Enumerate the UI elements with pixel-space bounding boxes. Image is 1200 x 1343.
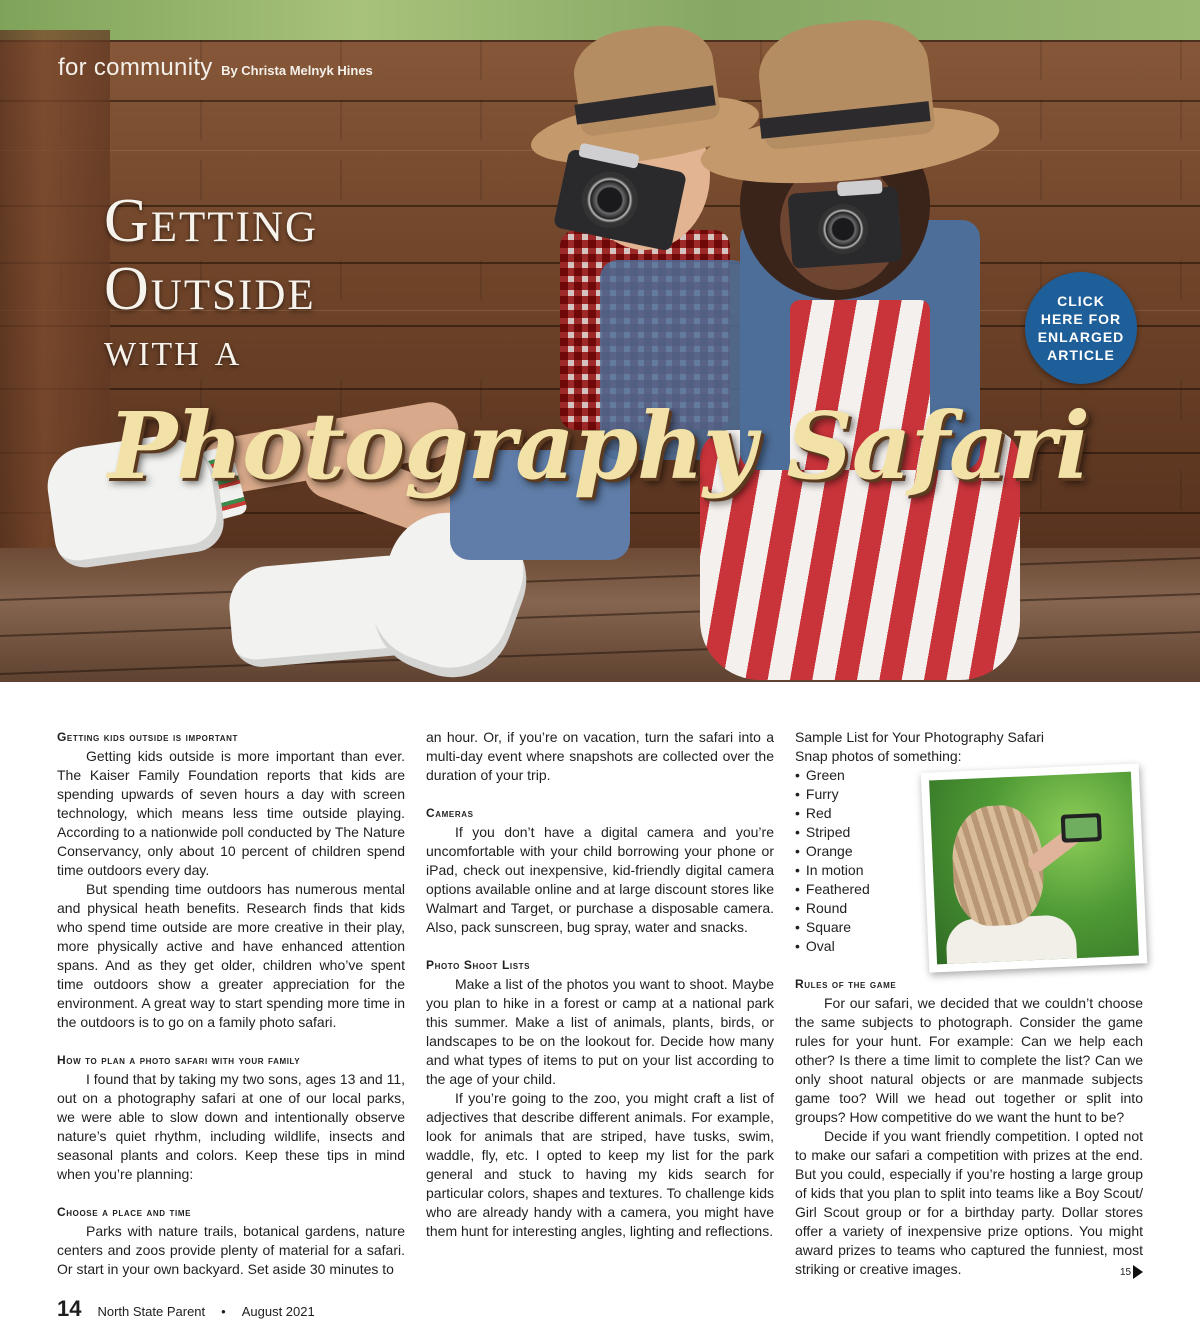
subheading: Cameras — [426, 806, 474, 820]
enlarge-article-button[interactable]: CLICK HERE FOR ENLARGED ARTICLE — [1025, 272, 1137, 384]
subheading: Rules of the game — [795, 977, 897, 991]
byline: By Christa Melnyk Hines — [221, 63, 373, 78]
paragraph: If you don’t have a digital camera and you’re uncomfortable with your child borrowing your phone or iPad, check out inexpensive, kid-friendly digital camera options available online and at large discount stores like Walmart and Target, or purchase a disposable camera. Also, pack sunscreen, bug spray, water and snacks. — [426, 824, 774, 935]
article-column-1 — [57, 728, 405, 1279]
phone-icon — [1061, 813, 1102, 843]
background-foliage — [0, 0, 1200, 40]
section-tag: for community — [58, 54, 213, 81]
list-intro: Snap photos of something: — [795, 748, 962, 764]
list-item: • Furry — [795, 785, 1143, 804]
page-number: 14 — [57, 1296, 82, 1321]
list-item: • Square — [795, 918, 1143, 937]
list-item: • Orange — [795, 842, 1143, 861]
paragraph: Getting kids outside is more important than ever. The Kaiser Family Foundation reports that kids are spending upwards of seven hours a day with screen technology, which means less time outside playing. According to a nationwide poll conducted by The Nature Conservancy, only about 10 percent of children spend time outdoors every day. — [57, 748, 405, 878]
section-header — [58, 54, 373, 82]
subheading: Choose a place and time — [57, 1205, 192, 1219]
subheading: How to plan a photo safari with your family — [57, 1053, 301, 1067]
title-line-1: Getting — [104, 187, 318, 255]
title-script: Photography Safari — [108, 392, 1090, 500]
article-column-2 — [426, 728, 774, 1241]
subheading: Photo Shoot Lists — [426, 958, 531, 972]
paragraph: Make a list of the photos you want to shoot. Maybe you plan to hike in a forest or camp at a national park this summer. Make a list of animals, plants, birds, or landscapes to be on the lookout for. Decide how many and what types of items to put on your list according to the age of your child. — [426, 976, 774, 1087]
list-item: • Feathered — [795, 880, 1143, 899]
list-item: • Oval — [795, 937, 1143, 956]
footer-separator: • — [221, 1304, 226, 1319]
subheading: Getting kids outside is important — [57, 730, 238, 744]
paragraph: If you’re going to the zoo, you might craft a list of adjectives that describe different animals. For example, look for animals that are striped, have tusks, swim, waddle, fly, etc. I opted to keep my list for the park general and stuck to having my kids search for particular colors, shapes and textures. To challenge kids who are already handy with a camera, you might have them hunt for interesting angles, lighting and reflections. — [426, 1090, 774, 1239]
paragraph: an hour. Or, if you’re on vacation, turn the safari into a multi-day event where snapshots are collected over the duration of your trip. — [426, 729, 774, 783]
list-title: Sample List for Your Photography Safari — [795, 729, 1045, 745]
paragraph: I found that by taking my two sons, ages 13 and 11, out on a photography safari at one of our local parks, we were able to slow down and intentionally observe nature’s quiet rhythm, including wildlife, insects and seasonal plants and colors. Keep these tips in mind when you’re planning: — [57, 1071, 405, 1182]
paragraph: Decide if you want friendly competition. I opted not to make our safari a competition with prizes at the end. But you could, especially if you’re hosting a large group of kids that you plan to split into teams like a Boy Scout/ Girl Scout group or for a birthday party. Dollar stores offer a variety of inexpensive prize options. You might award prizes to teams who captured the funniest, most striking or creative images. — [795, 1128, 1143, 1277]
inset-photo — [921, 763, 1148, 972]
issue-date: August 2021 — [241, 1304, 315, 1319]
list-item: • In motion — [795, 861, 1143, 880]
paragraph: But spending time outdoors has numerous mental and physical heath benefits. Research finds that kids who spend time outside are more creative in their play, more physically active and have enhanced attention spans. And as they get older, children who’ve spent time outdoors show a greater appreciation for the environment. A great way to start spending more time in the outdoors is to go on a family photo safari. — [57, 881, 405, 1030]
play-arrow-icon — [1133, 1265, 1143, 1279]
title-line-2: Outside — [104, 255, 316, 323]
camera-icon — [788, 186, 903, 268]
wooden-deck — [0, 548, 1200, 682]
list-item: • Green — [795, 766, 1143, 785]
list-item: • Striped — [795, 823, 1143, 842]
paragraph: Parks with nature trails, botanical gardens, nature centers and zoos provide plenty of material for a safari. Or start in your own backyard. Set aside 30 minutes to — [57, 1223, 405, 1277]
list-item: • Red — [795, 804, 1143, 823]
publication-name: North State Parent — [97, 1304, 206, 1319]
title-line-3: with a — [104, 323, 242, 376]
next-page-link[interactable] — [1120, 1265, 1143, 1279]
next-page-number: 15 — [1120, 1266, 1132, 1278]
page-footer — [57, 1296, 315, 1322]
list-item: • Round — [795, 899, 1143, 918]
paragraph: For our safari, we decided that we couldn’t choose the same subjects to photograph. Consider the game rules for your hunt. For example: Can we help each other? Is there a time limit to complete the list? Can we only shoot natural objects or are manmade subjects game too? Will we head out together or split into groups? How competitive do we want the hunt to be? — [795, 995, 1143, 1125]
